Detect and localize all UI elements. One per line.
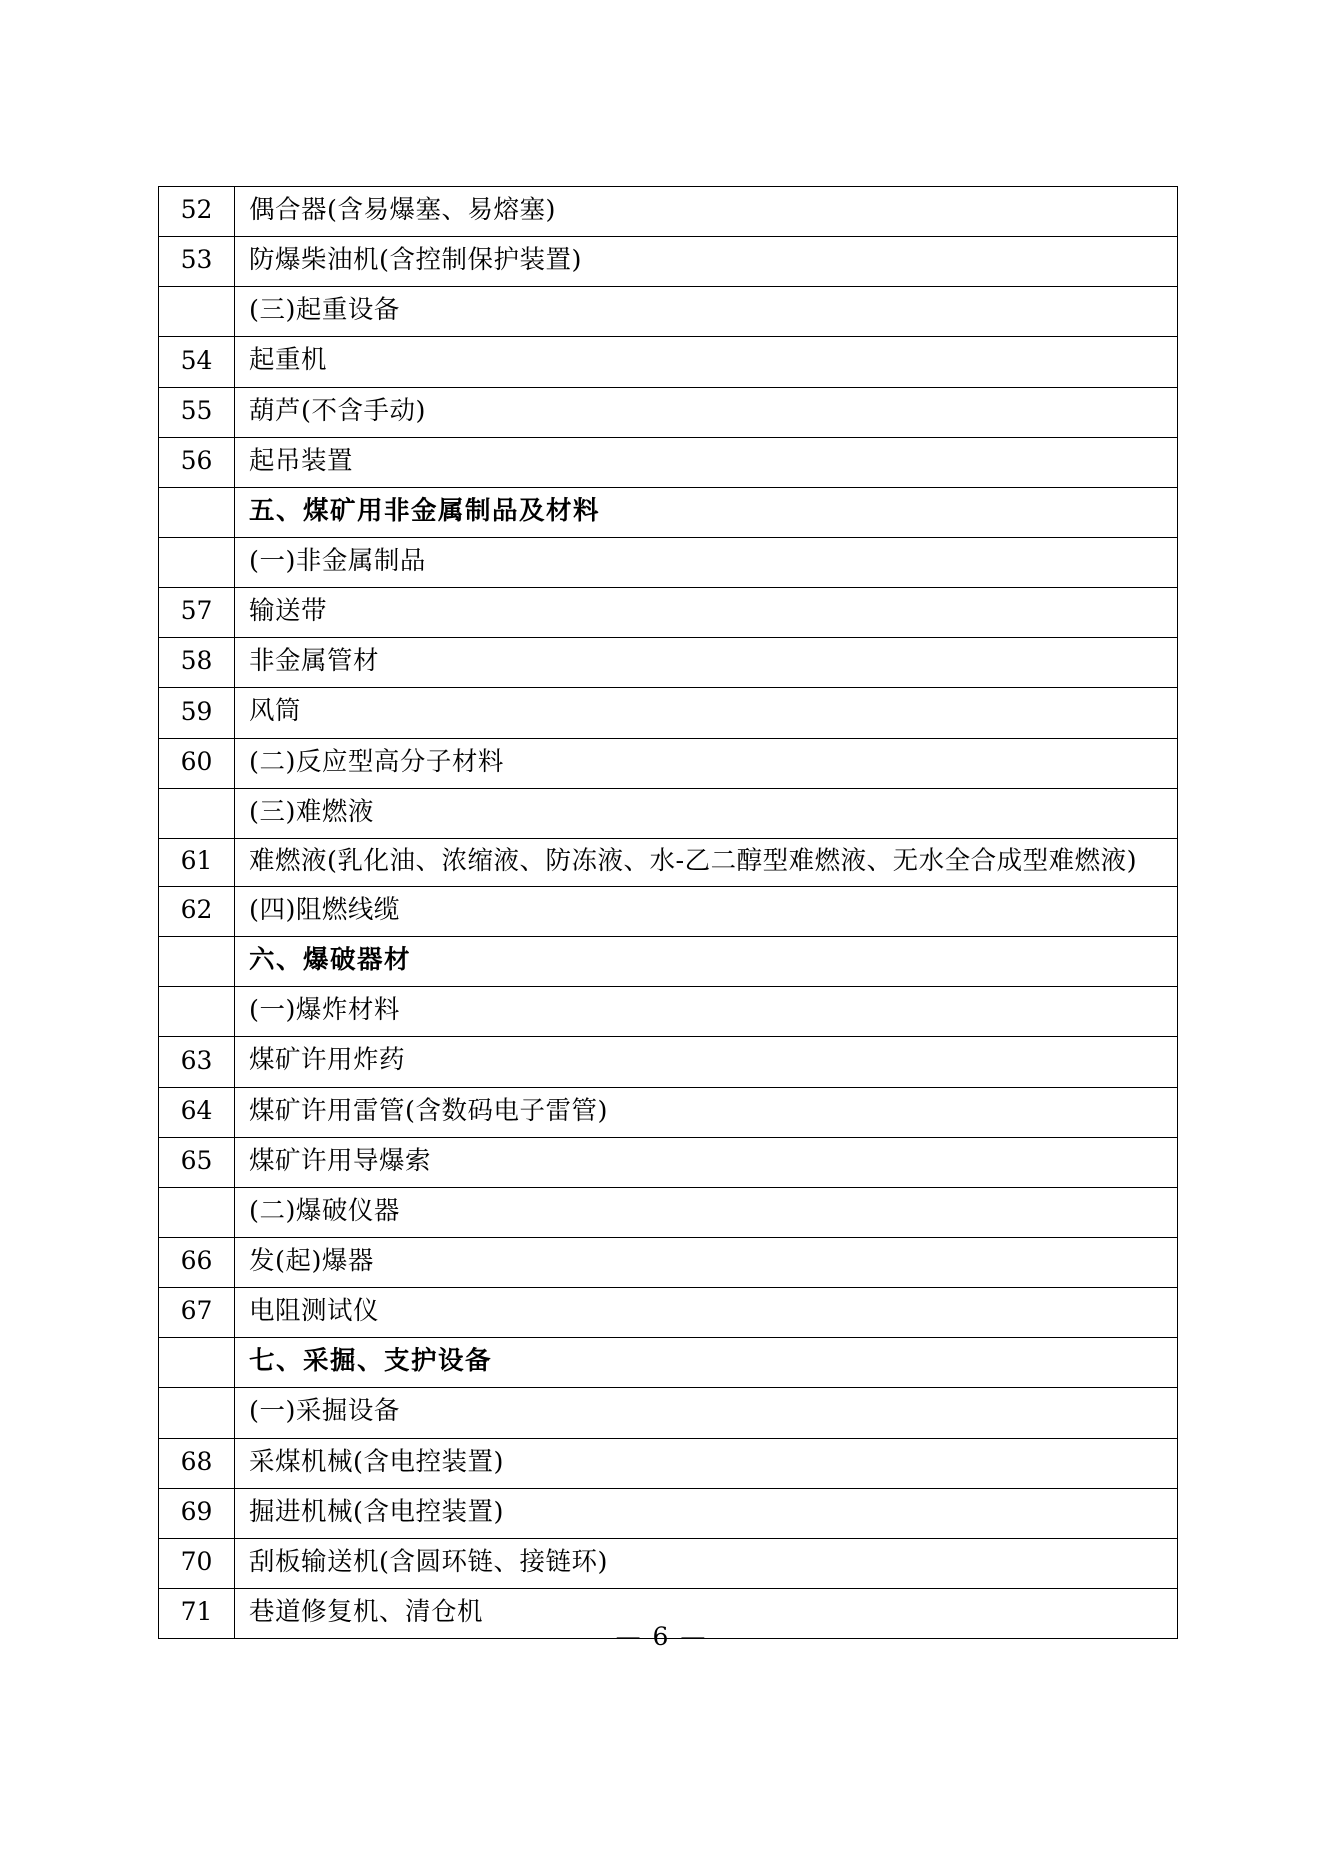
table-row — [159, 1438, 1178, 1488]
row-name: 煤矿许用炸药 — [235, 1037, 1178, 1087]
page-number: — 6 — — [615, 1622, 708, 1651]
table-row — [159, 987, 1178, 1037]
row-number: 61 — [159, 838, 235, 886]
row-number — [159, 537, 235, 587]
row-number — [159, 1187, 235, 1237]
table-row — [159, 738, 1178, 788]
row-number: 58 — [159, 638, 235, 688]
row-number — [159, 937, 235, 987]
row-name: (一)非金属制品 — [235, 537, 1178, 587]
table-row — [159, 1237, 1178, 1287]
row-name: 掘进机械(含电控装置) — [235, 1488, 1178, 1538]
row-name: 采煤机械(含电控装置) — [235, 1438, 1178, 1488]
row-name: 七、采掘、支护设备 — [235, 1338, 1178, 1388]
row-number: 63 — [159, 1037, 235, 1087]
table-row — [159, 886, 1178, 936]
row-number: 56 — [159, 437, 235, 487]
row-name: 起重机 — [235, 337, 1178, 387]
row-number: 57 — [159, 588, 235, 638]
row-name: 发(起)爆器 — [235, 1237, 1178, 1287]
row-number: 54 — [159, 337, 235, 387]
table-row — [159, 1087, 1178, 1137]
row-name: (一)采掘设备 — [235, 1388, 1178, 1438]
table-row — [159, 1137, 1178, 1187]
row-number — [159, 1338, 235, 1388]
row-number: 71 — [159, 1588, 235, 1638]
table-row — [159, 638, 1178, 688]
table-row — [159, 1388, 1178, 1438]
table-row — [159, 1037, 1178, 1087]
row-number — [159, 1388, 235, 1438]
row-number: 65 — [159, 1137, 235, 1187]
table-row — [159, 838, 1178, 886]
table-row-section — [159, 1338, 1178, 1388]
row-name: (三)难燃液 — [235, 788, 1178, 838]
row-number — [159, 788, 235, 838]
row-number: 69 — [159, 1488, 235, 1538]
table-row — [159, 688, 1178, 738]
table-row — [159, 237, 1178, 287]
row-name: 煤矿许用导爆索 — [235, 1137, 1178, 1187]
row-name: 煤矿许用雷管(含数码电子雷管) — [235, 1087, 1178, 1137]
table-row — [159, 187, 1178, 237]
row-name: 偶合器(含易爆塞、易熔塞) — [235, 187, 1178, 237]
row-name: 难燃液(乳化油、浓缩液、防冻液、水-乙二醇型难燃液、无水全合成型难燃液) — [235, 838, 1178, 886]
row-name: 六、爆破器材 — [235, 937, 1178, 987]
row-number: 66 — [159, 1237, 235, 1287]
row-name: (四)阻燃线缆 — [235, 886, 1178, 936]
row-number: 70 — [159, 1538, 235, 1588]
table-row — [159, 437, 1178, 487]
row-number — [159, 287, 235, 337]
row-number: 55 — [159, 387, 235, 437]
table-row — [159, 537, 1178, 587]
row-name: 起吊装置 — [235, 437, 1178, 487]
table-row — [159, 387, 1178, 437]
row-name: 输送带 — [235, 588, 1178, 638]
table-row — [159, 1488, 1178, 1538]
row-name: 电阻测试仪 — [235, 1288, 1178, 1338]
row-name: 葫芦(不含手动) — [235, 387, 1178, 437]
row-name: 风筒 — [235, 688, 1178, 738]
table-row — [159, 287, 1178, 337]
row-name: (二)爆破仪器 — [235, 1187, 1178, 1237]
row-name: (一)爆炸材料 — [235, 987, 1178, 1037]
row-number: 67 — [159, 1288, 235, 1338]
row-number: 59 — [159, 688, 235, 738]
row-name: 五、煤矿用非金属制品及材料 — [235, 487, 1178, 537]
row-name: 非金属管材 — [235, 638, 1178, 688]
row-name: 巷道修复机、清仓机 — [235, 1588, 1178, 1638]
table-body — [159, 187, 1178, 1639]
row-number: 53 — [159, 237, 235, 287]
table-row — [159, 788, 1178, 838]
equipment-catalog-table — [158, 186, 1178, 1639]
row-name: (三)起重设备 — [235, 287, 1178, 337]
row-number — [159, 987, 235, 1037]
row-name: (二)反应型高分子材料 — [235, 738, 1178, 788]
row-number: 62 — [159, 886, 235, 936]
row-number: 68 — [159, 1438, 235, 1488]
table-row-section — [159, 937, 1178, 987]
row-number — [159, 487, 235, 537]
table-row-section — [159, 487, 1178, 537]
row-name: 刮板输送机(含圆环链、接链环) — [235, 1538, 1178, 1588]
row-number: 64 — [159, 1087, 235, 1137]
row-name: 防爆柴油机(含控制保护装置) — [235, 237, 1178, 287]
table-row — [159, 1288, 1178, 1338]
table-row — [159, 588, 1178, 638]
table-row — [159, 1187, 1178, 1237]
table-row — [159, 337, 1178, 387]
table-row — [159, 1538, 1178, 1588]
row-number: 52 — [159, 187, 235, 237]
row-number: 60 — [159, 738, 235, 788]
